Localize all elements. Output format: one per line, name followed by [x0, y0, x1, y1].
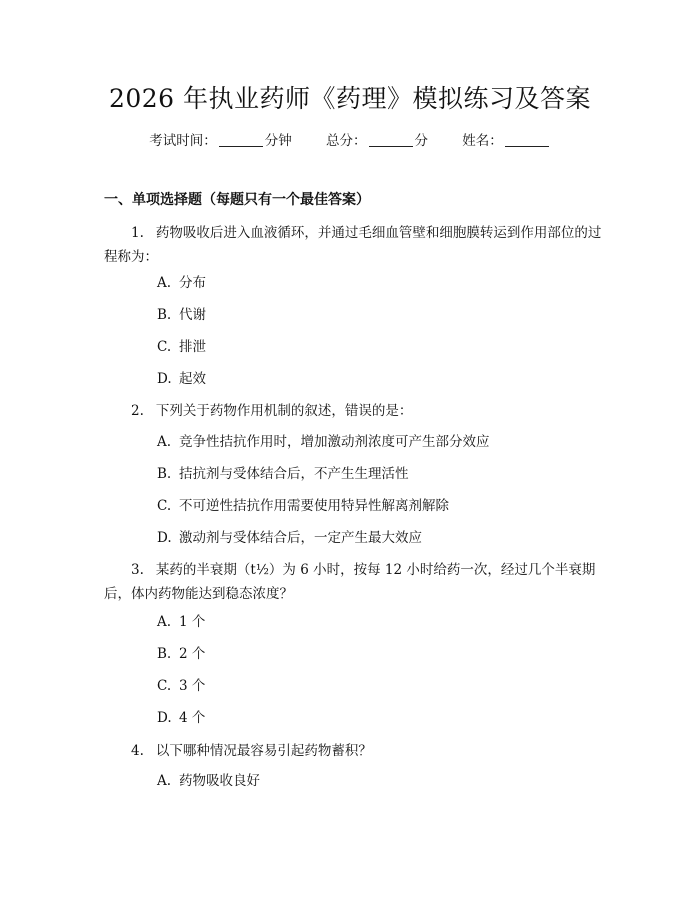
- student-name-blank: [505, 133, 549, 147]
- option-letter: B.: [157, 466, 172, 482]
- question-3-option-d: [157, 708, 205, 728]
- total-score: [326, 133, 428, 149]
- total-score-label: 总分：: [326, 133, 367, 149]
- question-3-option-c: [157, 676, 205, 696]
- option-text: 3 个: [179, 678, 206, 694]
- option-text: 不可逆性拮抗作用需要使用特异性解离剂解除: [179, 498, 449, 514]
- option-letter: D.: [157, 530, 172, 546]
- question-4-option-a: [157, 771, 260, 791]
- option-letter: B.: [157, 307, 172, 323]
- total-score-unit: 分: [414, 133, 428, 149]
- option-letter: C.: [157, 498, 172, 514]
- option-letter: C.: [157, 678, 172, 694]
- question-2-option-b: [157, 464, 409, 484]
- option-letter: A.: [157, 614, 172, 630]
- option-text: 1 个: [179, 614, 206, 630]
- option-text: 药物吸收良好: [179, 773, 260, 789]
- option-letter: C.: [157, 339, 172, 355]
- section-title: 一、单项选择题（每题只有一个最佳答案）: [104, 192, 370, 208]
- exam-time-unit: 分钟: [264, 133, 292, 149]
- student-name-label: 姓名：: [462, 133, 503, 149]
- question-3: [104, 558, 604, 606]
- question-2-option-d: [157, 528, 422, 548]
- question-1: [104, 221, 604, 269]
- question-3-option-b: [157, 644, 205, 664]
- document-title: 2026 年执业药师《药理》模拟练习及答案: [108, 84, 592, 113]
- option-letter: A.: [157, 434, 172, 450]
- option-letter: A.: [157, 275, 172, 291]
- option-letter: D.: [157, 371, 172, 387]
- question-2: [104, 399, 604, 423]
- option-letter: B.: [157, 646, 172, 662]
- question-1-option-a: [157, 273, 206, 293]
- option-letter: A.: [157, 773, 172, 789]
- option-text: 竞争性拮抗作用时，增加激动剂浓度可产生部分效应: [179, 434, 490, 450]
- question-4: [104, 739, 604, 763]
- question-number: 1.: [131, 225, 144, 241]
- option-text: 排泄: [179, 339, 206, 355]
- option-text: 2 个: [179, 646, 206, 662]
- question-number: 2.: [131, 403, 144, 419]
- student-name: [462, 133, 551, 149]
- question-text: 某药的半衰期（t½）为 6 小时，按每 12 小时给药一次，经过几个半衰期后，体内药物能达到稳态浓度？: [104, 562, 596, 602]
- question-text: 药物吸收后进入血液循环，并通过毛细血管壁和细胞膜转运到作用部位的过程称为：: [104, 225, 602, 265]
- exam-time-blank: [219, 133, 263, 147]
- question-1-option-c: [157, 337, 206, 357]
- question-text: 下列关于药物作用机制的叙述，错误的是：: [155, 403, 413, 419]
- exam-meta: [0, 131, 700, 151]
- option-text: 拮抗剂与受体结合后，不产生生理活性: [179, 466, 409, 482]
- option-letter: D.: [157, 710, 172, 726]
- option-text: 代谢: [179, 307, 206, 323]
- question-2-option-a: [157, 432, 490, 452]
- total-score-blank: [369, 133, 413, 147]
- question-1-option-d: [157, 369, 206, 389]
- question-number: 3.: [131, 562, 144, 578]
- question-3-option-a: [157, 612, 205, 632]
- option-text: 激动剂与受体结合后，一定产生最大效应: [179, 530, 422, 546]
- question-text: 以下哪种情况最容易引起药物蓄积？: [155, 743, 372, 759]
- option-text: 分布: [179, 275, 206, 291]
- question-1-option-b: [157, 305, 206, 325]
- question-2-option-c: [157, 496, 449, 516]
- option-text: 4 个: [179, 710, 206, 726]
- exam-time: [149, 133, 292, 149]
- exam-time-label: 考试时间：: [149, 133, 217, 149]
- option-text: 起效: [179, 371, 206, 387]
- question-number: 4.: [131, 743, 144, 759]
